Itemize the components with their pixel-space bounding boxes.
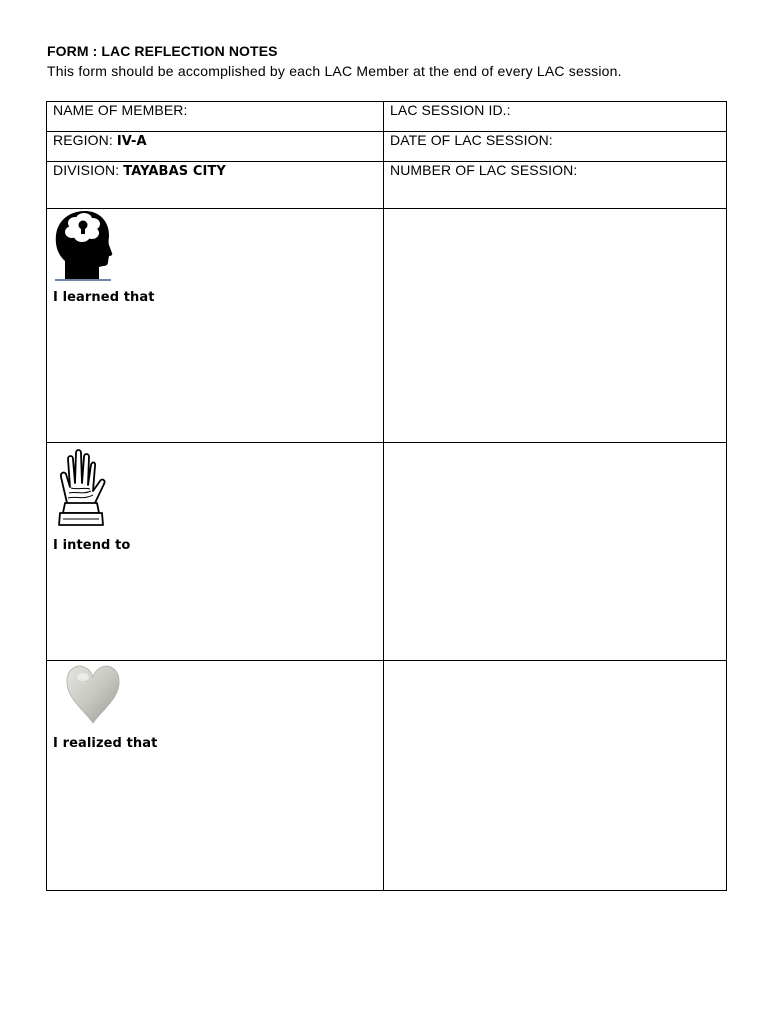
name-of-member-label: NAME OF MEMBER:: [53, 102, 188, 118]
form-title: FORM : LAC REFLECTION NOTES: [47, 43, 278, 59]
intend-prompt-cell: [47, 443, 384, 661]
region-label: REGION:: [53, 132, 113, 148]
info-row-division: [47, 162, 727, 209]
learned-prompt: I learned that: [53, 290, 155, 305]
division-label: DIVISION:: [53, 162, 120, 178]
info-row-name: [47, 102, 727, 132]
session-id-cell[interactable]: [384, 102, 727, 132]
learned-response-cell[interactable]: [384, 209, 727, 443]
session-number-label: NUMBER OF LAC SESSION:: [390, 162, 578, 178]
head-lightbulb-icon: [53, 209, 377, 284]
division-value: TAYABAS CITY: [123, 164, 226, 179]
form-instructions: This form should be accomplished by each LAC Member at the end of every LAC session.: [47, 63, 622, 79]
division-cell[interactable]: [47, 162, 384, 209]
region-cell[interactable]: [47, 132, 384, 162]
learned-prompt-cell: [47, 209, 384, 443]
reflection-row-intend: [47, 443, 727, 661]
realized-prompt-cell: [47, 661, 384, 891]
name-of-member-cell[interactable]: [47, 102, 384, 132]
session-number-cell[interactable]: [384, 162, 727, 209]
raised-hand-icon: [53, 443, 377, 532]
reflection-row-realized: [47, 661, 727, 891]
info-row-region: [47, 132, 727, 162]
heart-icon: [53, 661, 377, 730]
reflection-form-table: [46, 101, 727, 891]
session-date-label: DATE OF LAC SESSION:: [390, 132, 553, 148]
session-id-label: LAC SESSION ID.:: [390, 102, 511, 118]
reflection-row-learned: [47, 209, 727, 443]
session-date-cell[interactable]: [384, 132, 727, 162]
intend-response-cell[interactable]: [384, 443, 727, 661]
intend-prompt: I intend to: [53, 538, 131, 553]
realized-prompt: I realized that: [53, 736, 158, 751]
region-value: IV-A: [116, 134, 147, 149]
realized-response-cell[interactable]: [384, 661, 727, 891]
